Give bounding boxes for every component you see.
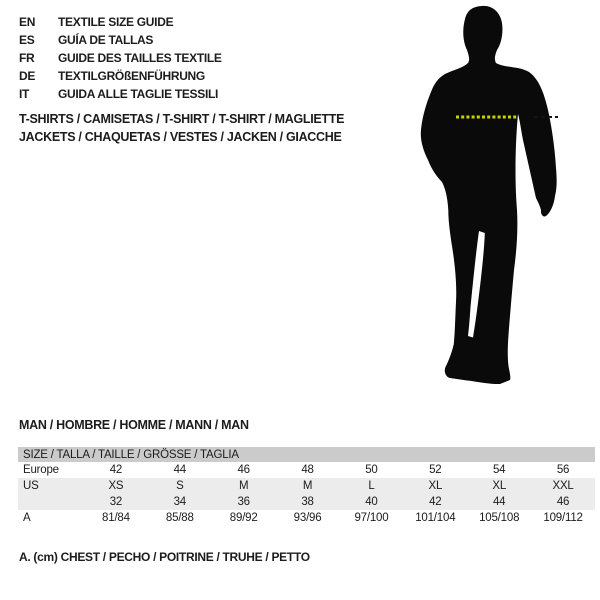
table-cell: 56 — [556, 464, 570, 476]
table-cell: XS — [108, 480, 124, 492]
size-row-chest-a — [18, 510, 595, 526]
size-table-header: SIZE / TALLA / TAILLE / GRÖSSE / TAGLIA — [18, 447, 595, 462]
table-cell: 44 — [173, 464, 187, 476]
language-code: DE — [19, 69, 36, 83]
category-line-tshirts: T-SHIRTS / CAMISETAS / T-SHIRT / T-SHIRT / MAGLIETTE — [19, 112, 345, 126]
man-silhouette — [421, 6, 557, 384]
table-cell: 81/84 — [102, 512, 130, 524]
table-cell: 48 — [301, 464, 314, 476]
language-row — [19, 13, 222, 31]
language-row — [19, 67, 222, 85]
language-label: TEXTILGRÖßENFÜHRUNG — [58, 69, 205, 83]
table-cell: XL — [492, 480, 507, 492]
garment-categories — [19, 110, 344, 146]
size-table — [18, 447, 595, 526]
table-cell: S — [176, 480, 184, 492]
language-row — [19, 49, 222, 67]
man-figure — [405, 0, 590, 400]
language-code: FR — [19, 51, 35, 65]
table-cell: 52 — [429, 464, 442, 476]
language-row — [19, 31, 222, 49]
table-cell: 89/92 — [229, 512, 258, 524]
language-list — [19, 13, 222, 103]
table-cell: 97/100 — [354, 512, 389, 524]
row-label: US — [23, 480, 39, 492]
man-silhouette-svg — [405, 0, 590, 400]
language-label: GUÍA DE TALLAS — [58, 33, 154, 47]
table-cell: 40 — [365, 496, 378, 508]
table-cell: XL — [428, 480, 443, 492]
category-line-jackets: JACKETS / CHAQUETAS / VESTES / JACKEN / GIACCHE — [19, 130, 342, 144]
table-cell: 36 — [237, 496, 250, 508]
table-cell: 44 — [492, 496, 506, 508]
measurement-footnote: A. (cm) CHEST / PECHO / POITRINE / TRUHE / PETTO — [19, 550, 310, 564]
language-row — [19, 85, 222, 103]
size-row-europe — [18, 462, 595, 478]
table-cell: 101/104 — [415, 512, 456, 524]
table-cell: 42 — [429, 496, 442, 508]
table-cell: 34 — [173, 496, 187, 508]
size-row-us — [18, 478, 595, 494]
table-cell: 54 — [492, 464, 506, 476]
table-cell: XXL — [552, 480, 574, 492]
table-cell: 46 — [237, 464, 250, 476]
language-code: IT — [19, 87, 30, 101]
language-label: TEXTILE SIZE GUIDE — [58, 15, 174, 29]
table-cell: M — [238, 480, 249, 492]
table-cell: 93/96 — [293, 512, 322, 524]
table-cell: 105/108 — [479, 512, 520, 524]
row-label: Europe — [23, 464, 59, 476]
language-label: GUIDE DES TAILLES TEXTILE — [58, 51, 222, 65]
table-cell: 109/112 — [543, 512, 583, 524]
table-cell: 38 — [301, 496, 314, 508]
table-cell: 85/88 — [165, 512, 194, 524]
table-cell: M — [302, 480, 313, 492]
table-cell: 46 — [556, 496, 570, 508]
section-title-man: MAN / HOMBRE / HOMME / MANN / MAN — [19, 418, 249, 432]
language-code: EN — [19, 15, 36, 29]
table-cell: 42 — [109, 464, 123, 476]
language-label: GUIDA ALLE TAGLIE TESSILI — [58, 87, 219, 101]
table-cell: 32 — [109, 496, 123, 508]
table-cell: 50 — [365, 464, 378, 476]
table-cell: L — [368, 480, 375, 492]
size-row-numeric — [18, 494, 595, 510]
row-label: A — [23, 512, 31, 524]
language-code: ES — [19, 33, 35, 47]
